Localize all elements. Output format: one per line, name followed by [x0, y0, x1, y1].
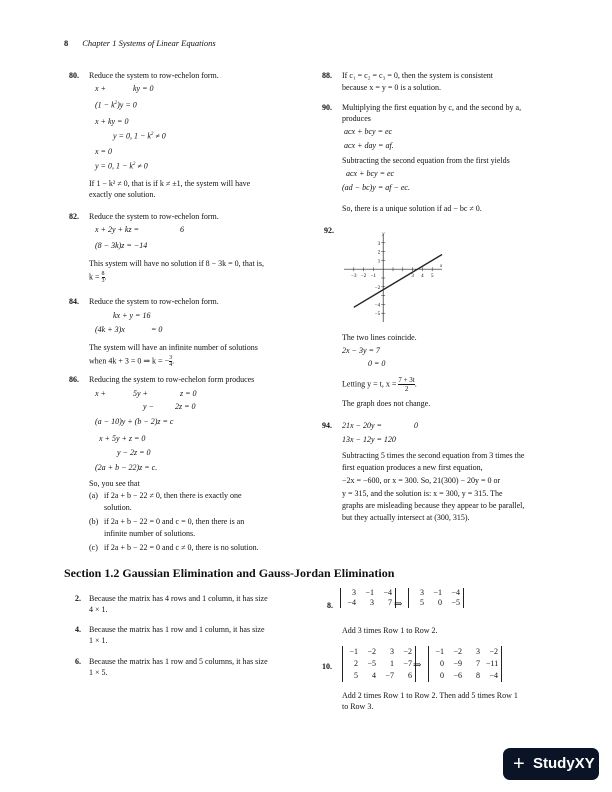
equation: z = 0	[180, 389, 197, 398]
equation: $(1 - k^2)y = 0$	[95, 100, 137, 110]
equation: acx + bcy = ec	[344, 127, 393, 136]
matrix-entry: −6	[453, 671, 462, 680]
matrix-entry: 7	[476, 659, 480, 668]
problem-text: Because the matrix has 1 row and 1 column, it has size	[89, 625, 265, 634]
problem-text: Add 2 times Row 1 to Row 2. Then add 5 times Row 1	[342, 691, 518, 700]
matrix-after	[408, 588, 464, 608]
matrix-entry: 7	[388, 598, 392, 607]
problem-text: because x = y = 0 is a solution.	[342, 83, 442, 92]
equation: = 0	[151, 325, 163, 334]
matrix-entry: −4	[347, 598, 356, 607]
matrix-before	[342, 646, 416, 682]
equation: x +	[95, 84, 106, 93]
matrix-entry: 0	[440, 671, 444, 680]
problem-number: 86.	[69, 375, 79, 384]
problem-text: Because the matrix has 4 rows and 1 column, it has size	[89, 594, 268, 603]
equation: 0 = 0	[368, 359, 386, 368]
list-label: (b)	[89, 517, 99, 526]
problem-text: graphs are misleading because they appear to be parallel,	[342, 501, 525, 510]
matrix-entry: 5	[420, 598, 424, 607]
y-tick-label: 3	[377, 241, 381, 247]
problem-number: 90.	[322, 103, 332, 112]
problem-number: 92.	[324, 226, 334, 235]
matrix-entry: −7	[385, 671, 394, 680]
equation: acx + day = af.	[344, 141, 394, 150]
y-tick-label: −2	[374, 285, 381, 291]
equation: 0	[414, 421, 418, 430]
equation: (8 − 3k)z = −14	[95, 241, 148, 250]
matrix-entry: −2	[403, 647, 412, 656]
problem-number: 80.	[69, 71, 79, 80]
problem-number: 84.	[69, 297, 79, 306]
matrix-entry: 6	[408, 671, 412, 680]
problem-text: Reducing the system to row-echelon form produces	[89, 375, 255, 384]
y-tick-label: 2	[377, 250, 381, 256]
matrix-entry: 0	[438, 598, 442, 607]
problem-text: when 4k + 3 = 0 ⇒ k = − $\frac{3}{4}$ .	[89, 355, 175, 368]
problem-text: Subtracting 5 times the second equation from 3 times the	[342, 451, 525, 460]
matrix-entry: −1	[435, 647, 444, 656]
problem-text: k = $\frac{8}{3}$ .	[89, 271, 107, 284]
brand-name: StudyXY	[533, 755, 595, 772]
equation: x = 0	[95, 147, 112, 156]
problem-text: So, there is a unique solution if ad − bc ≠ 0.	[342, 204, 482, 213]
line-graph	[338, 228, 448, 328]
matrix-entry: 4	[372, 671, 376, 680]
equation: 2z = 0	[175, 402, 196, 411]
equation: x + 2y + kz =	[95, 225, 139, 234]
list-label: (c)	[89, 543, 98, 552]
problem-text: y = 315, and the solution is: x = 300, y = 315. The	[342, 489, 503, 498]
problem-text: produces	[342, 114, 371, 123]
equation: x +	[95, 389, 106, 398]
problem-text: to Row 3.	[342, 702, 374, 711]
matrix-entry: 3	[370, 598, 374, 607]
problem-text: if 2a + b − 22 = 0 and c ≠ 0, there is no solution.	[104, 543, 259, 552]
equation: (ad − bc)y = af − ec.	[342, 183, 410, 192]
equation: y = 0, $1 - k^2 \ne 0$	[95, 161, 148, 171]
problem-text: The system will have an infinite number of solutions	[89, 343, 258, 352]
equation: acx + bcy = ec	[346, 169, 395, 178]
problem-text: if 2a + b − 22 = 0 and c = 0, then there is an	[104, 517, 245, 526]
equation: x + 5y + z = 0	[99, 434, 146, 443]
equation: 13x − 12y = 120	[342, 435, 396, 444]
matrix-entry: 3	[352, 588, 356, 597]
matrix-entry: 0	[440, 659, 444, 668]
problem-text: but they actually intersect at (300, 315).	[342, 513, 470, 522]
y-tick-label: −5	[374, 312, 381, 318]
problem-text: if 2a + b − 22 ≠ 0, then there is exactly one	[104, 491, 242, 500]
matrix-entry: 3	[420, 588, 424, 597]
problem-text: Reduce the system to row-echelon form.	[89, 297, 219, 306]
problem-number: 6.	[75, 657, 81, 666]
problem-number: 2.	[75, 594, 81, 603]
problem-text: 4 × 1.	[89, 605, 108, 614]
y-axis-label: y	[382, 232, 385, 237]
problem-number: 4.	[75, 625, 81, 634]
problem-text: The graph does not change.	[342, 399, 431, 408]
x-tick-label: 4	[421, 274, 424, 280]
y-tick-label: −4	[374, 303, 381, 309]
problem-text: Subtracting the second equation from the first yields	[342, 156, 510, 165]
problem-text: This system will have no solution if 8 − 3k = 0, that is,	[89, 259, 265, 268]
matrix-entry: 3	[390, 647, 394, 656]
equation: y −	[143, 402, 154, 411]
equation: y − 2z = 0	[117, 448, 151, 457]
matrix-entry: −1	[349, 647, 358, 656]
running-header	[64, 38, 216, 48]
problem-text: 1 × 5.	[89, 668, 108, 677]
matrix-entry: −4	[383, 588, 392, 597]
equation: (2a + b − 22)z = c.	[95, 463, 158, 472]
matrix-entry: −2	[367, 647, 376, 656]
section-heading: Section 1.2 Gaussian Elimination and Gauss-Jordan Elimination	[64, 566, 395, 580]
arrow-implies: ⇒	[394, 599, 403, 610]
matrix-entry: 8	[476, 671, 480, 680]
matrix-before	[340, 588, 396, 608]
matrix-entry: −11	[486, 659, 499, 668]
equation: (4k + 3)x	[95, 325, 125, 334]
matrix-entry: −2	[489, 647, 498, 656]
equation: kx + y = 16	[113, 311, 151, 320]
equation: (a − 10)y + (b − 2)z = c	[95, 417, 174, 426]
problem-number: 94.	[322, 421, 332, 430]
equation: 21x − 20y =	[342, 421, 382, 430]
matrix-entry: −5	[367, 659, 376, 668]
problem-text: Because the matrix has 1 row and 5 columns, it has size	[89, 657, 268, 666]
problem-text: exactly one solution.	[89, 190, 156, 199]
problem-text: Add 3 times Row 1 to Row 2.	[342, 626, 438, 635]
problem-number: 88.	[322, 71, 332, 80]
arrow-implies: ⇒	[413, 660, 422, 671]
matrix-entry: 3	[476, 647, 480, 656]
studyxy-logo[interactable]	[503, 748, 599, 780]
matrix-after	[428, 646, 502, 682]
matrix-entry: −5	[451, 598, 460, 607]
x-tick-label: 3	[411, 274, 414, 280]
problem-text: Letting y = t, x = $\frac{7 + 3t}{2}$ .	[342, 376, 417, 393]
equation: 6	[180, 225, 184, 234]
series-line	[354, 255, 442, 308]
matrix-entry: −4	[451, 588, 460, 597]
x-tick-label: −2	[360, 274, 367, 280]
problem-text: Reduce the system to row-echelon form.	[89, 71, 219, 80]
problem-text: −2x = −600, or x = 300. So, 21(300) − 20y = 0 or	[342, 476, 501, 485]
equation: ky = 0	[133, 84, 154, 93]
plus-icon: +	[513, 753, 525, 775]
equation: x + ky = 0	[95, 117, 129, 126]
matrix-entry: −7	[403, 659, 412, 668]
equation: y = 0, $1 - k^2 \ne 0$	[113, 131, 166, 141]
problem-text: infinite number of solutions.	[104, 529, 196, 538]
problem-text: Reduce the system to row-echelon form.	[89, 212, 219, 221]
page-number: 8	[64, 38, 69, 48]
matrix-entry: −1	[433, 588, 442, 597]
problem-text: solution.	[104, 503, 132, 512]
matrix-entry: −4	[489, 671, 498, 680]
problem-text: 1 × 1.	[89, 636, 108, 645]
equation: 5y +	[133, 389, 148, 398]
problem-text: If c₁ = c₂ = c₃ = 0, then the system is consistent	[342, 71, 493, 80]
matrix-entry: 1	[390, 659, 394, 668]
problem-number: 10.	[322, 662, 332, 671]
equation: 2x − 3y = 7	[342, 346, 380, 355]
problem-text: Multiplying the first equation by c, and the second by a,	[342, 103, 522, 112]
problem-number: 8.	[327, 601, 333, 610]
problem-text: The two lines coincide.	[342, 333, 417, 342]
problem-text: first equation produces a new first equation,	[342, 463, 483, 472]
matrix-entry: −1	[365, 588, 374, 597]
matrix-entry: 2	[354, 659, 358, 668]
x-tick-label: −1	[370, 274, 377, 280]
matrix-entry: −9	[453, 659, 462, 668]
x-tick-label: −3	[351, 274, 357, 280]
problem-number: 82.	[69, 212, 79, 221]
x-tick-label: 5	[430, 274, 434, 280]
chapter-title: Chapter 1 Systems of Linear Equations	[82, 38, 216, 48]
problem-text: If 1 − k² ≠ 0, that is if k ≠ ±1, the system will have	[89, 179, 251, 188]
y-tick-label: 1	[377, 259, 381, 265]
problem-text: So, you see that	[89, 479, 140, 488]
matrix-entry: −2	[453, 647, 462, 656]
matrix-entry: 5	[354, 671, 358, 680]
x-axis-label: x	[440, 264, 443, 270]
list-label: (a)	[89, 491, 98, 500]
